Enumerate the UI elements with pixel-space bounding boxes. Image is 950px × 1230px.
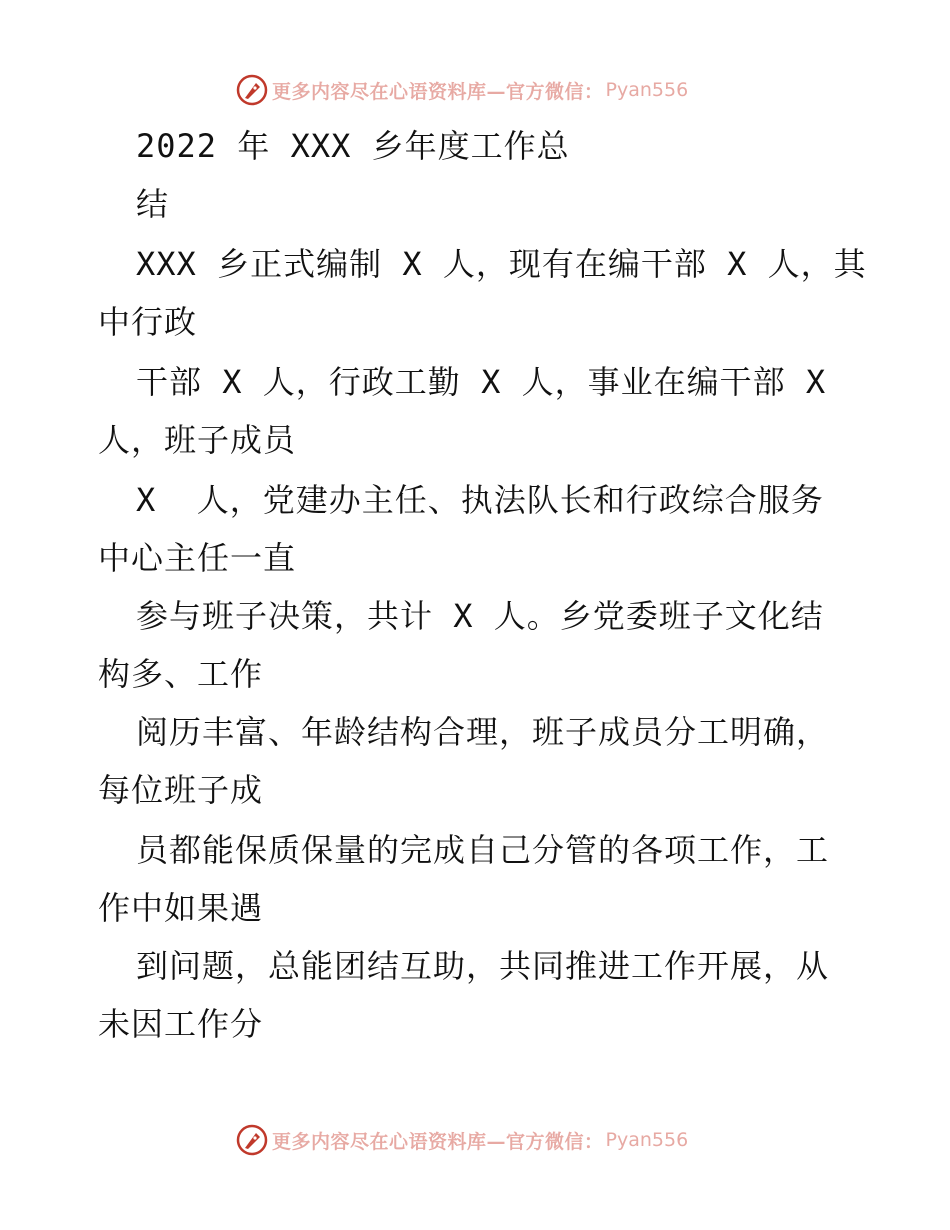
paragraph-line: XXX 乡正式编制 X 人，现有在编干部 X 人，其 xyxy=(136,245,867,283)
paragraph-line: 人，班子成员 xyxy=(98,421,297,459)
paragraph-line: 到问题，总能团结互助，共同推进工作开展，从 xyxy=(136,947,830,985)
header-banner-text: 更多内容尽在心语资料库—官方微信： xyxy=(272,80,604,103)
paragraph-line: 参与班子决策，共计 X 人。乡党委班子文化结 xyxy=(136,597,824,635)
pen-nib-logo-icon xyxy=(236,1124,268,1156)
header-banner xyxy=(236,72,688,108)
footer-banner-contact: Pyan556 xyxy=(605,1129,689,1151)
pen-nib-logo-icon xyxy=(236,74,268,106)
title-line-1: 2022 年 XXX 乡年度工作总 xyxy=(136,127,570,165)
paragraph-line: 中行政 xyxy=(98,303,198,341)
footer-banner-text: 更多内容尽在心语资料库—官方微信： xyxy=(272,1130,604,1153)
header-banner-contact: Pyan556 xyxy=(605,79,689,101)
footer-banner xyxy=(236,1122,688,1158)
paragraph-line: 未因工作分 xyxy=(98,1005,264,1043)
paragraph-line: 阅历丰富、年龄结构合理，班子成员分工明确， xyxy=(136,713,830,751)
paragraph-line: 构多、工作 xyxy=(98,655,264,693)
paragraph-line: X 人，党建办主任、执法队长和行政综合服务 xyxy=(136,481,824,519)
paragraph-line: 每位班子成 xyxy=(98,771,264,809)
paragraph-line: 中心主任一直 xyxy=(98,539,297,577)
title-line-2: 结 xyxy=(136,185,170,223)
paragraph-line: 干部 X 人，行政工勤 X 人，事业在编干部 X xyxy=(136,363,827,401)
paragraph-line: 员都能保质保量的完成自己分管的各项工作，工 xyxy=(136,831,830,869)
paragraph-line: 作中如果遇 xyxy=(98,889,264,927)
